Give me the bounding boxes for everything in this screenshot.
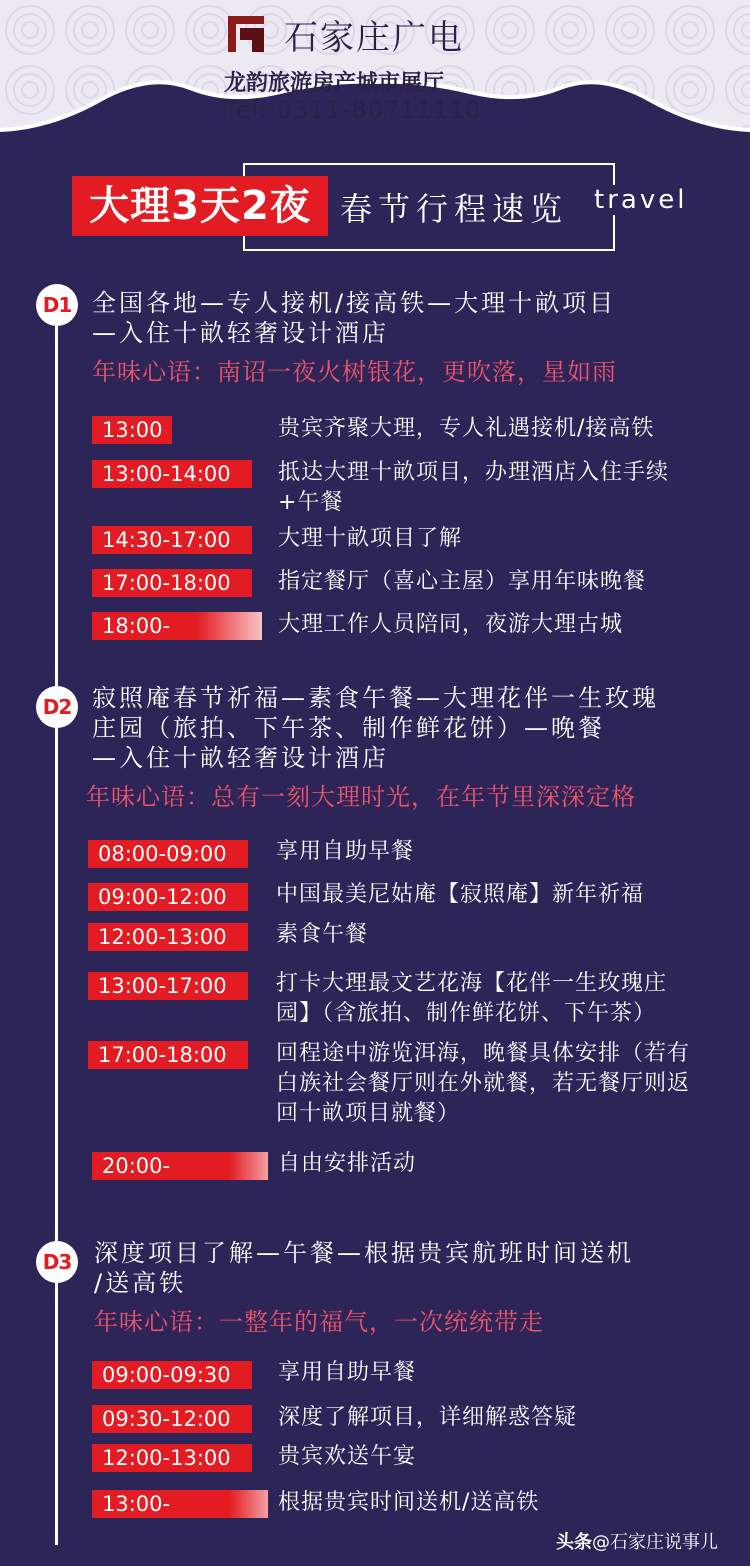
schedule-desc: 指定餐厅（喜心主屋）享用年味晚餐 bbox=[278, 569, 647, 594]
day-badge: D2 bbox=[36, 686, 78, 728]
day-motto: 年味心语：一整年的福气，一次统统带走 bbox=[94, 1308, 544, 1336]
brand-name: 石家庄广电 bbox=[284, 18, 464, 58]
day-title-line: 庄园（旅拍、下午茶、制作鲜花饼）—晚餐 bbox=[92, 714, 605, 742]
time-badge: 08:00-09:00 bbox=[88, 840, 248, 868]
day-title-line: 深度项目了解—午餐—根据贵宾航班时间送机 bbox=[94, 1239, 634, 1267]
day-title-line: /送高铁 bbox=[94, 1269, 187, 1297]
schedule-desc: 打卡大理最文艺花海【花伴一生玫瑰庄园】（含旅拍、制作鲜花饼、下午茶） bbox=[276, 971, 668, 1026]
schedule-desc: 贵宾欢送午宴 bbox=[278, 1444, 417, 1469]
time-badge: 13:00-14:00 bbox=[92, 460, 252, 488]
time-badge: 17:00-18:00 bbox=[88, 1041, 248, 1069]
schedule-desc: 中国最美尼姑庵【寂照庵】新年祈福 bbox=[276, 882, 645, 907]
schedule-desc: 享用自助早餐 bbox=[276, 839, 415, 864]
time-badge: 13:00 bbox=[92, 416, 172, 444]
schedule-desc: 回程途中游览洱海，晚餐具体安排（若有白族社会餐厅则在外就餐，若无餐厅则返回十畝项目就餐） bbox=[276, 1041, 691, 1126]
day-title-line: —入住十畝轻奢设计酒店 bbox=[92, 319, 389, 347]
schedule-desc: 抵达大理十畝项目，办理酒店入住手续+午餐 bbox=[278, 460, 670, 515]
day-title-line: 全国各地—专人接机/接高铁—大理十畝项目 bbox=[92, 289, 617, 317]
schedule-desc: 素食午餐 bbox=[276, 922, 369, 947]
title-travel: travel bbox=[594, 185, 688, 215]
time-badge: 18:00- bbox=[92, 612, 262, 640]
schedule-desc: 大理工作人员陪同，夜游大理古城 bbox=[278, 612, 624, 637]
time-badge: 09:00-12:00 bbox=[88, 883, 248, 911]
time-badge: 14:30-17:00 bbox=[92, 526, 252, 554]
schedule-desc: 贵宾齐聚大理，专人礼遇接机/接高铁 bbox=[278, 416, 655, 441]
time-badge: 09:00-09:30 bbox=[92, 1361, 252, 1389]
header-banner bbox=[0, 0, 750, 140]
header-subtitle: 龙韵旅游房产城市展厅 bbox=[224, 71, 445, 96]
day-motto: 年味心语：南诏一夜火树银花，更吹落，星如雨 bbox=[92, 358, 617, 386]
schedule-desc: 自由安排活动 bbox=[278, 1151, 417, 1176]
schedule-desc: 大理十畝项目了解 bbox=[278, 526, 463, 551]
schedule-desc: 根据贵宾时间送机/送高铁 bbox=[278, 1490, 540, 1515]
time-badge: 13:00-17:00 bbox=[88, 972, 248, 1000]
day-motto: 年味心语：总有一刻大理时光，在年节里深深定格 bbox=[86, 783, 636, 811]
time-badge: 12:00-13:00 bbox=[92, 1444, 252, 1472]
day-title-line: —入住十畝轻奢设计酒店 bbox=[92, 744, 389, 772]
title-text: 春节行程速览 bbox=[340, 190, 569, 228]
footer-handle: @石家庄说事儿 bbox=[592, 1532, 718, 1553]
time-badge: 13:00- bbox=[92, 1490, 268, 1518]
brand-logo-icon bbox=[222, 10, 270, 58]
day-title-line: 寂照庵春节祈福—素食午餐—大理花伴一生玫瑰 bbox=[92, 684, 659, 712]
time-badge: 09:30-12:00 bbox=[92, 1405, 252, 1433]
title-highlight: 大理3天2夜 bbox=[72, 176, 328, 236]
time-badge: 12:00-13:00 bbox=[88, 923, 248, 951]
footer-prefix: 头条 bbox=[556, 1532, 592, 1553]
footer-watermark bbox=[556, 1528, 718, 1554]
day-badge: D1 bbox=[36, 284, 78, 326]
header-phone: Tel: 0311-80711110 bbox=[224, 96, 482, 124]
timeline-line bbox=[55, 300, 58, 1545]
schedule-desc: 享用自助早餐 bbox=[278, 1360, 417, 1385]
day-badge: D3 bbox=[36, 1241, 78, 1283]
schedule-desc: 深度了解项目，详细解惑答疑 bbox=[278, 1405, 578, 1430]
time-badge: 20:00- bbox=[92, 1152, 268, 1180]
time-badge: 17:00-18:00 bbox=[92, 569, 252, 597]
